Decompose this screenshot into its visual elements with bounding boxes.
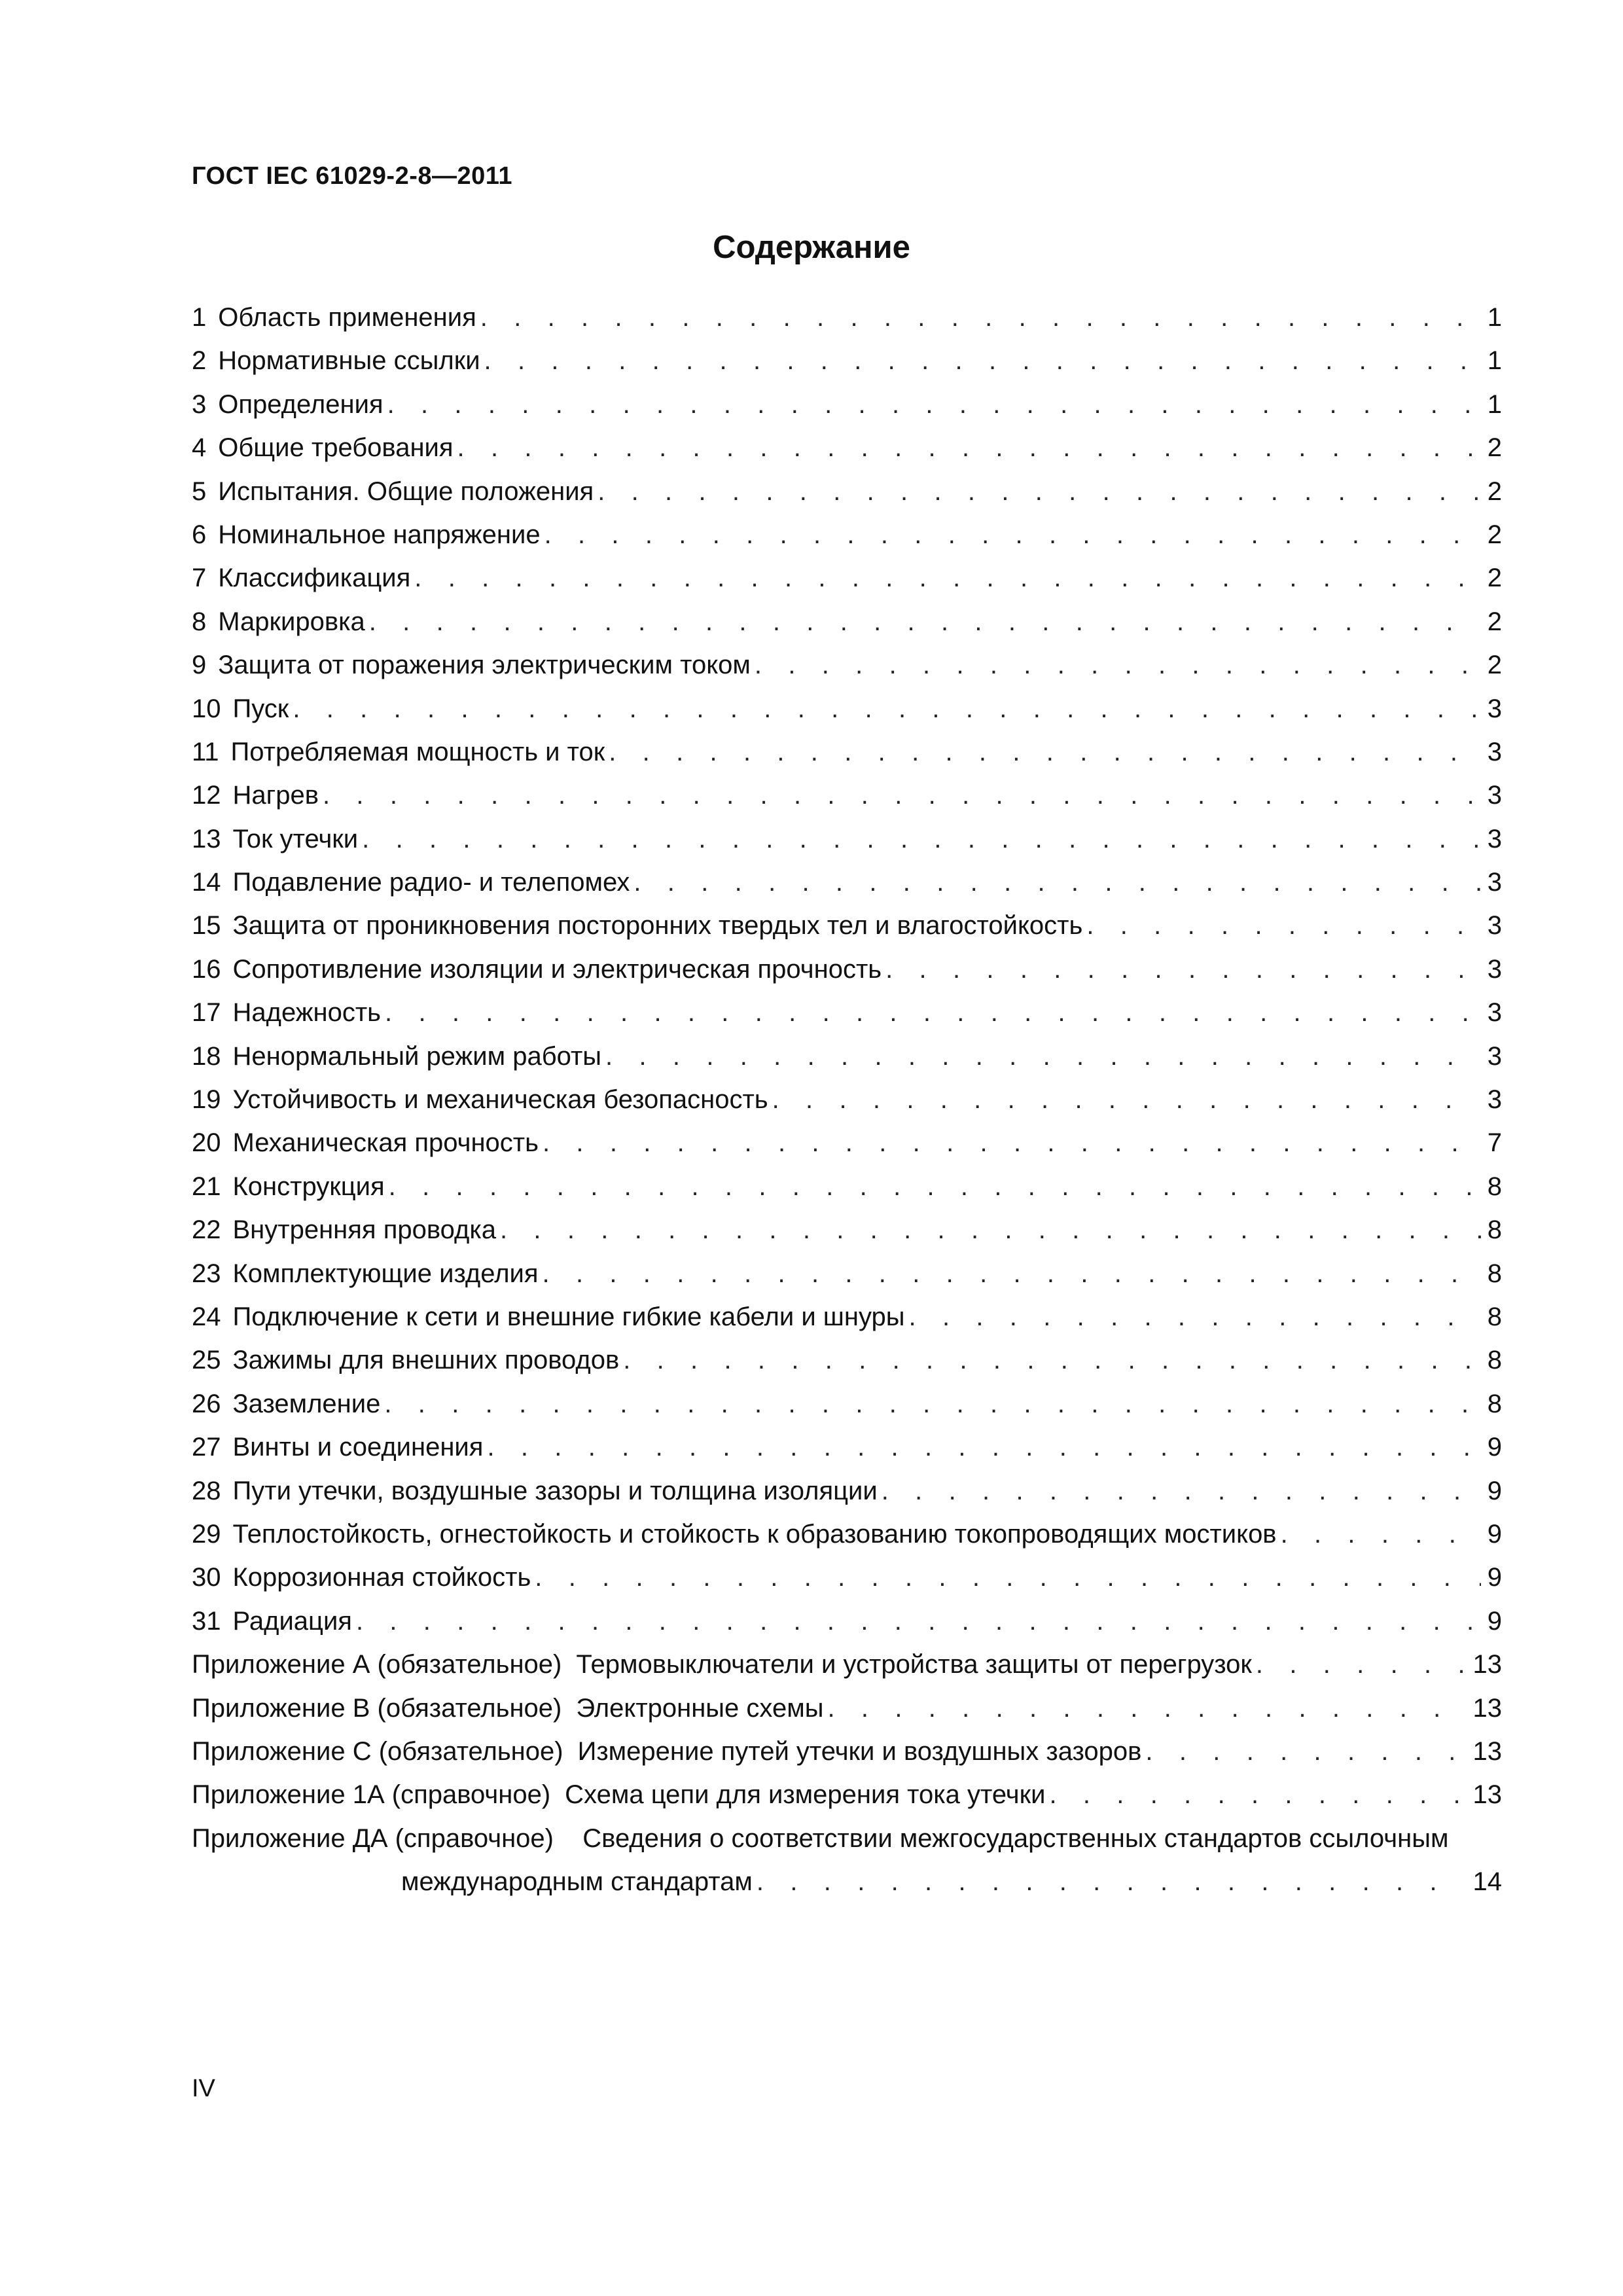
section-number: 18 bbox=[192, 1041, 221, 1071]
leader-dots bbox=[1256, 1643, 1464, 1686]
leader-dots bbox=[535, 1556, 1481, 1599]
leader-dots bbox=[356, 1600, 1481, 1643]
leader-dots bbox=[543, 1252, 1481, 1295]
section-title: Теплостойкость, огнестойкость и стойкость к образованию токопроводящих мостиков bbox=[232, 1519, 1277, 1549]
leader-dots bbox=[909, 1295, 1481, 1338]
section-page: 8 bbox=[1487, 1302, 1502, 1331]
toc-entry-section-14[interactable] bbox=[192, 861, 1502, 904]
toc-entry-section-1[interactable] bbox=[192, 296, 1502, 339]
appendix-prefix: Приложение ДА (справочное) bbox=[192, 1823, 554, 1853]
leader-dots bbox=[1086, 904, 1481, 947]
section-number: 24 bbox=[192, 1302, 221, 1331]
section-title: Определения bbox=[218, 389, 383, 419]
toc-entry-section-16[interactable] bbox=[192, 948, 1502, 991]
section-page: 3 bbox=[1487, 737, 1502, 766]
section-title: Коррозионная стойкость bbox=[232, 1563, 531, 1592]
section-page: 3 bbox=[1487, 694, 1502, 723]
leader-dots bbox=[605, 1035, 1481, 1078]
section-title: Нормативные ссылки bbox=[218, 346, 480, 376]
leader-dots bbox=[323, 774, 1481, 817]
section-title: Номинальное напряжение bbox=[218, 520, 541, 549]
section-page: 2 bbox=[1487, 607, 1502, 636]
table-of-contents bbox=[192, 296, 1502, 1903]
appendix-prefix: Приложение В (обязательное) bbox=[192, 1693, 562, 1723]
section-page: 3 bbox=[1487, 781, 1502, 810]
toc-entry-section-10[interactable] bbox=[192, 687, 1502, 730]
section-title: Классификация bbox=[218, 564, 411, 593]
section-page: 9 bbox=[1487, 1476, 1502, 1505]
section-number: 11 bbox=[192, 737, 219, 766]
section-title: Защита от проникновения посторонних твердых тел и влагостойкость bbox=[232, 911, 1083, 941]
section-page: 1 bbox=[1487, 346, 1502, 376]
appendix-prefix: Приложение С (обязательное) bbox=[192, 1736, 563, 1766]
appendix-title: Схема цепи для измерения тока утечки bbox=[565, 1780, 1046, 1810]
leader-dots bbox=[543, 1121, 1481, 1164]
leader-dots bbox=[387, 383, 1481, 426]
toc-entry-section-12[interactable] bbox=[192, 774, 1502, 817]
toc-entry-section-26[interactable] bbox=[192, 1382, 1502, 1426]
toc-entry-section-2[interactable] bbox=[192, 339, 1502, 382]
section-number: 12 bbox=[192, 781, 221, 810]
section-number: 23 bbox=[192, 1259, 221, 1288]
toc-entry-section-24[interactable] bbox=[192, 1295, 1502, 1338]
section-number: 31 bbox=[192, 1606, 221, 1636]
leader-dots bbox=[487, 1426, 1481, 1469]
section-title: Сопротивление изоляции и электрическая прочность bbox=[232, 954, 882, 984]
toc-entry-section-22[interactable] bbox=[192, 1208, 1502, 1251]
leader-dots bbox=[1281, 1513, 1481, 1556]
section-title: Механическая прочность bbox=[232, 1128, 539, 1158]
toc-entry-section-19[interactable] bbox=[192, 1078, 1502, 1121]
section-number: 22 bbox=[192, 1215, 221, 1245]
leader-dots bbox=[757, 1860, 1464, 1903]
appendix-title: Электронные схемы bbox=[576, 1693, 824, 1723]
section-number: 16 bbox=[192, 954, 221, 984]
toc-entry-section-7[interactable] bbox=[192, 556, 1502, 600]
toc-entry-appendix-2[interactable] bbox=[192, 1730, 1502, 1773]
toc-entry-section-13[interactable] bbox=[192, 817, 1502, 861]
document-header: ГОСТ IEC 61029-2-8—2011 bbox=[192, 162, 512, 190]
section-title: Подавление радио- и телепомех bbox=[232, 868, 630, 897]
section-page: 1 bbox=[1487, 389, 1502, 419]
toc-entry-appendix-0[interactable] bbox=[192, 1643, 1502, 1686]
leader-dots bbox=[457, 426, 1481, 469]
section-title: Устойчивость и механическая безопасность bbox=[232, 1085, 768, 1115]
section-page: 3 bbox=[1487, 954, 1502, 984]
section-page: 3 bbox=[1487, 868, 1502, 897]
leader-dots bbox=[633, 861, 1481, 904]
section-page: 2 bbox=[1487, 651, 1502, 680]
toc-entry-section-6[interactable] bbox=[192, 513, 1502, 556]
section-number: 20 bbox=[192, 1128, 221, 1158]
section-number: 1 bbox=[192, 303, 207, 332]
toc-entry-section-28[interactable] bbox=[192, 1469, 1502, 1513]
section-page: 8 bbox=[1487, 1346, 1502, 1375]
section-number: 19 bbox=[192, 1085, 221, 1115]
toc-entry-section-11[interactable] bbox=[192, 730, 1502, 774]
toc-entry-appendix-1[interactable] bbox=[192, 1687, 1502, 1730]
toc-entry-section-4[interactable] bbox=[192, 426, 1502, 469]
section-title: Комплектующие изделия bbox=[232, 1259, 539, 1288]
page-number: IV bbox=[192, 2075, 215, 2102]
section-page: 8 bbox=[1487, 1259, 1502, 1288]
toc-entry-section-27[interactable] bbox=[192, 1426, 1502, 1469]
section-number: 14 bbox=[192, 868, 221, 897]
section-number: 29 bbox=[192, 1519, 221, 1549]
appendix-prefix: Приложение А (обязательное) bbox=[192, 1650, 562, 1679]
leader-dots bbox=[500, 1208, 1481, 1251]
section-number: 6 bbox=[192, 520, 207, 549]
toc-entry-section-21[interactable] bbox=[192, 1165, 1502, 1208]
sections-list bbox=[192, 296, 1502, 1643]
section-title: Пути утечки, воздушные зазоры и толщина изоляции bbox=[232, 1476, 878, 1505]
section-number: 26 bbox=[192, 1389, 221, 1418]
section-title: Область применения bbox=[218, 303, 476, 332]
leader-dots bbox=[480, 296, 1481, 339]
section-page: 9 bbox=[1487, 1519, 1502, 1549]
leader-dots bbox=[1049, 1773, 1464, 1816]
appendix-title: Термовыключатели и устройства защиты от перегрузок bbox=[576, 1650, 1252, 1679]
section-title: Внутренняя проводка bbox=[232, 1215, 496, 1245]
section-title: Зажимы для внешних проводов bbox=[232, 1346, 620, 1375]
section-page: 2 bbox=[1487, 520, 1502, 549]
toc-entry-section-8[interactable] bbox=[192, 600, 1502, 643]
appendix-list bbox=[192, 1643, 1502, 1817]
section-number: 21 bbox=[192, 1172, 221, 1201]
leader-dots bbox=[362, 817, 1481, 861]
appendix-page: 13 bbox=[1472, 1693, 1502, 1723]
section-page: 8 bbox=[1487, 1172, 1502, 1201]
leader-dots bbox=[389, 1165, 1481, 1208]
section-number: 5 bbox=[192, 476, 207, 506]
toc-entry-appendix-3[interactable] bbox=[192, 1773, 1502, 1816]
section-title: Общие требования bbox=[218, 433, 454, 463]
section-page: 3 bbox=[1487, 1041, 1502, 1071]
section-page: 2 bbox=[1487, 433, 1502, 463]
section-number: 10 bbox=[192, 694, 221, 723]
toc-entry-section-31[interactable] bbox=[192, 1600, 1502, 1643]
leader-dots bbox=[544, 513, 1481, 556]
section-page: 8 bbox=[1487, 1215, 1502, 1245]
appendix-title: Измерение путей утечки и воздушных зазоров bbox=[577, 1736, 1142, 1766]
leader-dots bbox=[293, 687, 1481, 730]
section-number: 30 bbox=[192, 1563, 221, 1592]
toc-entry-section-5[interactable] bbox=[192, 470, 1502, 513]
leader-dots bbox=[1145, 1730, 1464, 1773]
leader-dots bbox=[827, 1687, 1464, 1730]
section-title: Заземление bbox=[232, 1389, 381, 1418]
leader-dots bbox=[623, 1338, 1481, 1382]
section-number: 17 bbox=[192, 998, 221, 1028]
section-title: Ненормальный режим работы bbox=[232, 1041, 602, 1071]
section-number: 7 bbox=[192, 564, 207, 593]
toc-entry-appendix-da[interactable] bbox=[192, 1817, 1502, 1904]
section-number: 25 bbox=[192, 1346, 221, 1375]
leader-dots bbox=[609, 730, 1481, 774]
appendix-title-line1: Сведения о соответствии межгосударственных стандартов ссылочным bbox=[582, 1823, 1449, 1853]
section-page: 9 bbox=[1487, 1606, 1502, 1636]
section-page: 3 bbox=[1487, 824, 1502, 853]
toc-heading: Содержание bbox=[713, 230, 910, 265]
leader-dots bbox=[597, 470, 1481, 513]
section-title: Маркировка bbox=[218, 607, 365, 636]
section-title: Конструкция bbox=[232, 1172, 385, 1201]
toc-entry-section-9[interactable] bbox=[192, 643, 1502, 687]
toc-entry-section-20[interactable] bbox=[192, 1121, 1502, 1164]
appendix-page: 13 bbox=[1472, 1650, 1502, 1679]
toc-entry-section-23[interactable] bbox=[192, 1252, 1502, 1295]
leader-dots bbox=[384, 1382, 1481, 1426]
section-page: 7 bbox=[1487, 1128, 1502, 1158]
section-title: Надежность bbox=[232, 998, 382, 1028]
toc-entry-section-25[interactable] bbox=[192, 1338, 1502, 1382]
section-page: 3 bbox=[1487, 1085, 1502, 1115]
section-title: Потребляемая мощность и ток bbox=[230, 737, 605, 766]
section-page: 9 bbox=[1487, 1563, 1502, 1592]
leader-dots bbox=[772, 1078, 1481, 1121]
section-number: 8 bbox=[192, 607, 207, 636]
section-page: 8 bbox=[1487, 1389, 1502, 1418]
section-number: 27 bbox=[192, 1433, 221, 1462]
section-page: 3 bbox=[1487, 998, 1502, 1028]
section-page: 1 bbox=[1487, 303, 1502, 332]
section-number: 4 bbox=[192, 433, 207, 463]
leader-dots bbox=[484, 339, 1481, 382]
section-number: 13 bbox=[192, 824, 221, 853]
toc-entry-section-17[interactable] bbox=[192, 991, 1502, 1034]
section-number: 28 bbox=[192, 1476, 221, 1505]
section-title: Нагрев bbox=[232, 781, 319, 810]
section-number: 15 bbox=[192, 911, 221, 941]
appendix-prefix: Приложение 1А (справочное) bbox=[192, 1780, 551, 1810]
section-title: Испытания. Общие положения bbox=[218, 476, 594, 506]
toc-entry-section-29[interactable] bbox=[192, 1513, 1502, 1556]
section-title: Защита от поражения электрическим током bbox=[218, 651, 751, 680]
appendix-title-line2: международным стандартам bbox=[401, 1867, 753, 1897]
section-page: 2 bbox=[1487, 476, 1502, 506]
section-page: 3 bbox=[1487, 911, 1502, 941]
section-title: Подключение к сети и внешние гибкие кабели и шнуры bbox=[232, 1302, 905, 1331]
leader-dots bbox=[385, 991, 1481, 1034]
leader-dots bbox=[369, 600, 1481, 643]
leader-dots bbox=[755, 643, 1481, 687]
appendix-page: 14 bbox=[1472, 1867, 1502, 1897]
toc-entry-section-18[interactable] bbox=[192, 1035, 1502, 1078]
section-title: Винты и соединения bbox=[232, 1433, 484, 1462]
section-title: Пуск bbox=[232, 694, 289, 723]
section-page: 2 bbox=[1487, 564, 1502, 593]
section-number: 2 bbox=[192, 346, 207, 376]
section-title: Радиация bbox=[232, 1606, 352, 1636]
leader-dots bbox=[414, 556, 1481, 600]
appendix-page: 13 bbox=[1472, 1736, 1502, 1766]
leader-dots bbox=[882, 1469, 1481, 1513]
toc-entry-section-3[interactable] bbox=[192, 383, 1502, 426]
section-page: 9 bbox=[1487, 1433, 1502, 1462]
leader-dots bbox=[885, 948, 1481, 991]
toc-entry-section-30[interactable] bbox=[192, 1556, 1502, 1599]
toc-entry-section-15[interactable] bbox=[192, 904, 1502, 947]
section-number: 3 bbox=[192, 389, 207, 419]
appendix-page: 13 bbox=[1472, 1780, 1502, 1810]
section-title: Ток утечки bbox=[232, 824, 359, 853]
section-number: 9 bbox=[192, 651, 207, 680]
